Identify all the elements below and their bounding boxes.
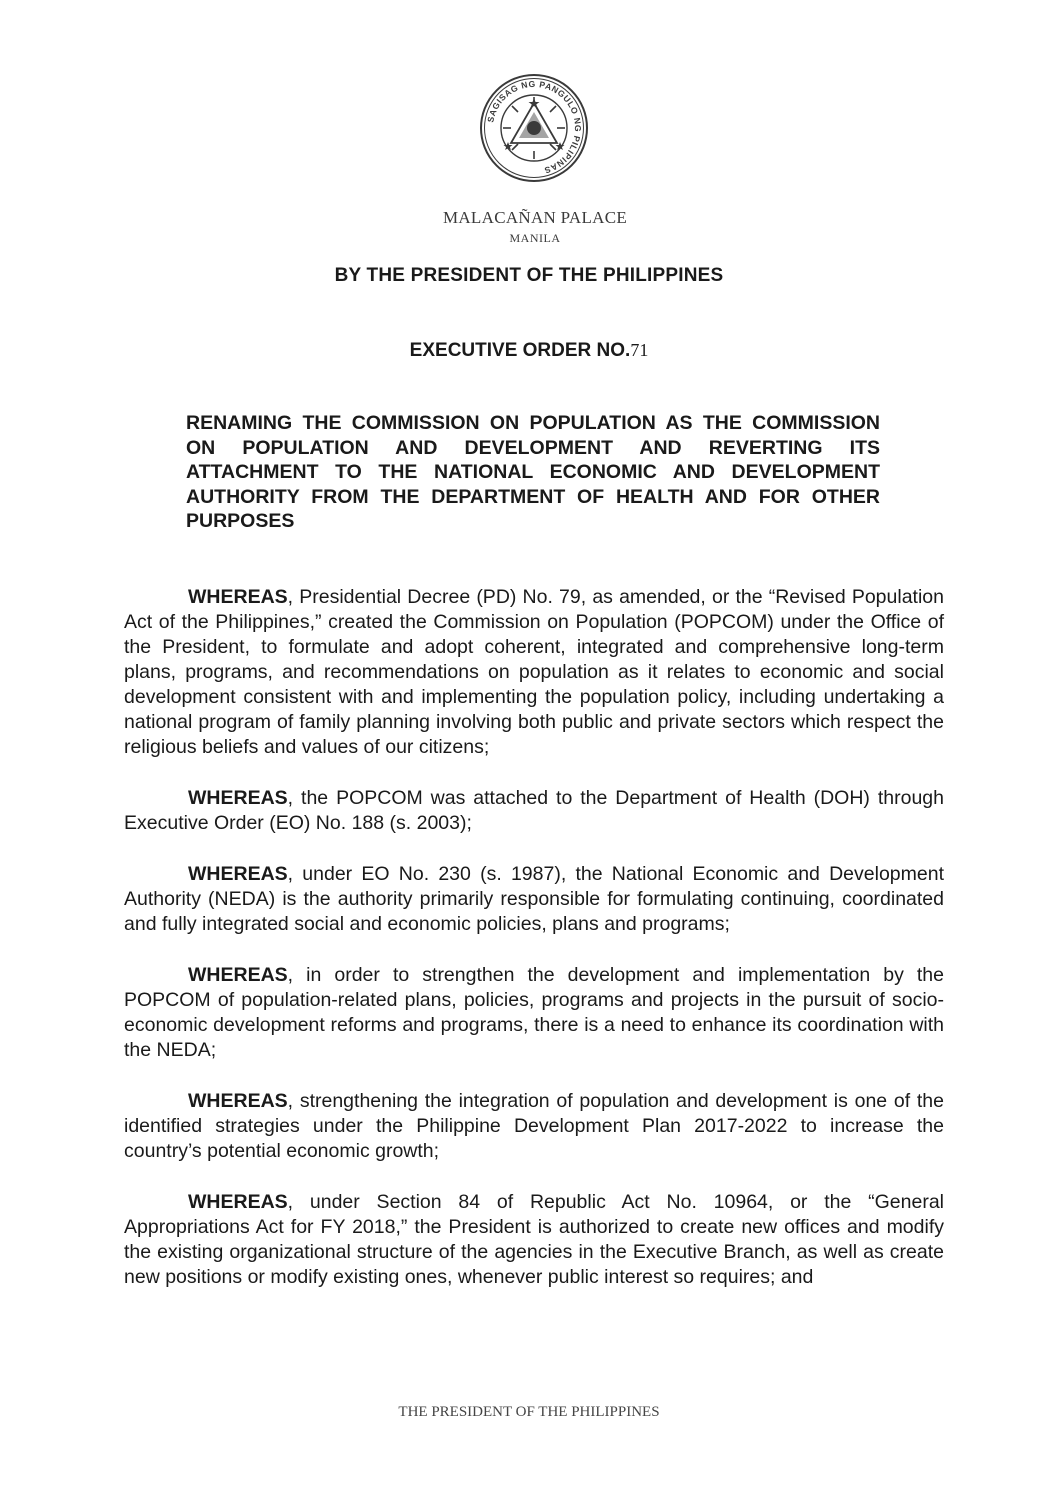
clause-keyword: WHEREAS xyxy=(188,1191,288,1213)
whereas-clause-4 xyxy=(124,963,944,1063)
clause-text: , the POPCOM was attached to the Department of Health (DOH) through Executive Order (EO) No. 188 (s. 2003); xyxy=(124,787,944,834)
clause-text: , strengthening the integration of population and development is one of the identified strategies under the Philippine Development Plan 2017-2022 to increase the country’s potential economic growth; xyxy=(124,1090,944,1162)
order-title: RENAMING THE COMMISSION ON POPULATION AS THE COMMISSION ON POPULATION AND DEVELOPMENT AND REVERTING ITS ATTACHMENT TO THE NATIONAL ECONOMIC AND DEVELOPMENT AUTHORITY FROM THE DEPARTMENT OF HEALTH AND FOR OTHER PURPOSES xyxy=(186,412,880,532)
whereas-clause-5 xyxy=(124,1089,944,1164)
issuer-heading: BY THE PRESIDENT OF THE PHILIPPINES xyxy=(334,265,724,286)
clause-keyword: WHEREAS xyxy=(188,863,288,885)
clause-text: , in order to strengthen the development and implementation by the POPCOM of population-related plans, policies, programs and projects in the pursuit of socio-economic development reforms and programs, there is a need to enhance its coordination with the NEDA; xyxy=(124,964,944,1061)
page-footer: THE PRESIDENT OF THE PHILIPPINES xyxy=(398,1404,660,1420)
order-heading xyxy=(0,340,1058,362)
clause-text: , Presidential Decree (PD) No. 79, as amended, or the “Revised Population Act of the Philippines,” created the Commission on Population (POPCOM) under the Office of the President, to formulate and adopt coherent, integrated and comprehensive long-term plans, programs, and recommendations on population as it relates to economic and social development consistent with and implementing the population policy, including undertaking a national program of family planning involving both public and private sectors which respect the religious beliefs and values of our citizens; xyxy=(124,586,944,758)
whereas-clauses xyxy=(124,585,944,1290)
whereas-clause-1 xyxy=(124,585,944,760)
clause-text: , under Section 84 of Republic Act No. 10964, or the “General Appropriations Act for FY 2018,” the President is authorized to create new offices and modify the existing organizational structure of the agencies in the Executive Branch, as well as create new positions or modify existing ones, whenever public interest so requires; and xyxy=(124,1191,944,1288)
order-label: EXECUTIVE ORDER NO. xyxy=(409,340,631,361)
whereas-clause-2 xyxy=(124,786,944,836)
whereas-clause-6 xyxy=(124,1190,944,1290)
clause-keyword: WHEREAS xyxy=(188,787,288,809)
clause-keyword: WHEREAS xyxy=(188,1090,288,1112)
seal-text: SAGISAG NG PANGULO NG PILIPINAS xyxy=(485,78,584,176)
whereas-clause-3 xyxy=(124,862,944,937)
order-number: 71 xyxy=(630,340,649,360)
presidential-seal-icon xyxy=(478,72,590,184)
clause-text: , under EO No. 230 (s. 1987), the National Economic and Development Authority (NEDA) is the authority primarily responsible for formulating continuing, coordinated and fully integrated social and economic policies, plans and programs; xyxy=(124,863,944,935)
palace-name: MALACAÑAN PALACE xyxy=(442,208,628,227)
clause-keyword: WHEREAS xyxy=(188,964,288,986)
clause-keyword: WHEREAS xyxy=(188,586,288,608)
palace-city: MANILA xyxy=(509,231,561,245)
